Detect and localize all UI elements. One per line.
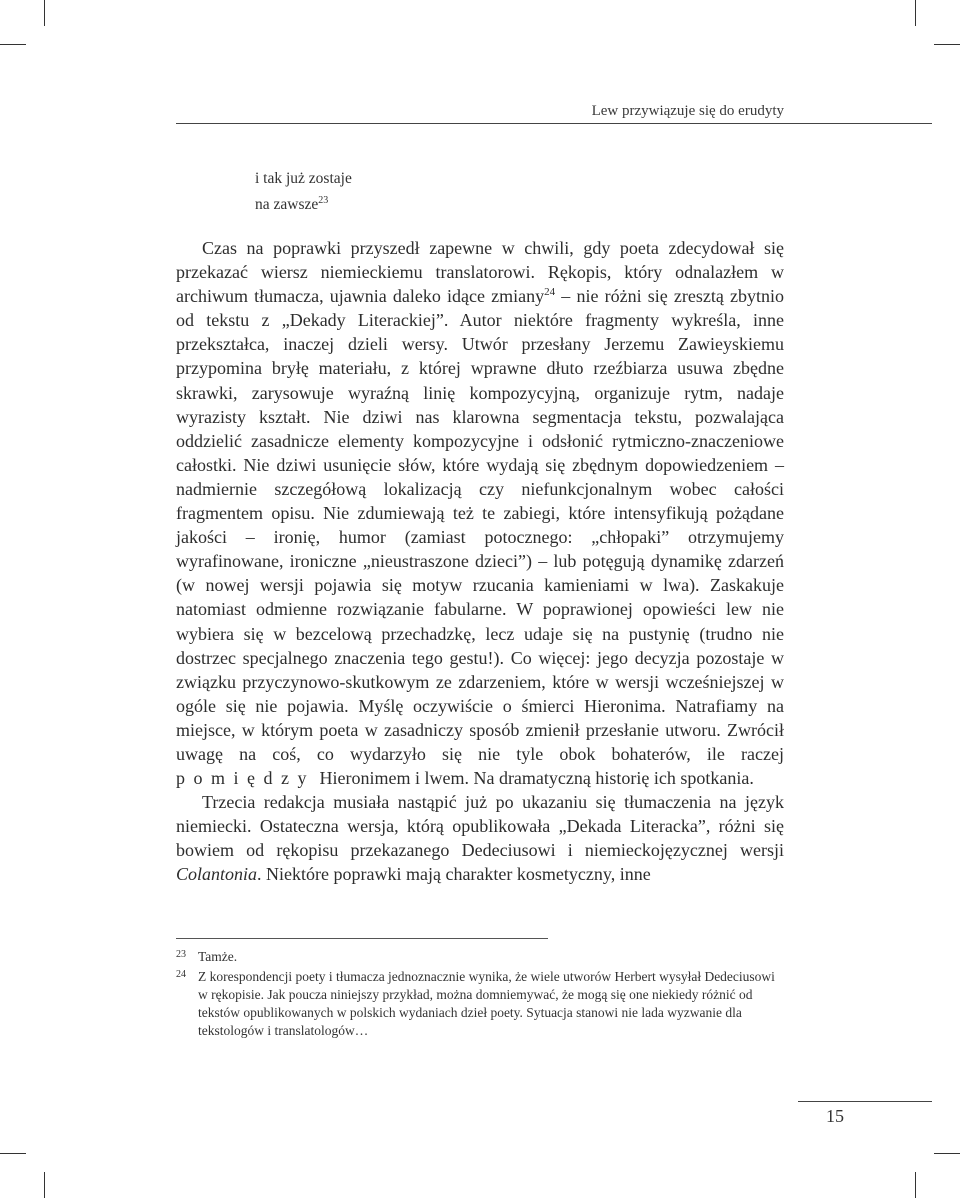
footnote-text: Tamże. <box>198 949 238 964</box>
spaced-word: pomiędzy <box>176 768 315 789</box>
footnotes <box>176 948 784 1042</box>
footnote-number: 24 <box>176 969 186 980</box>
body-text <box>176 236 784 887</box>
footnote-24 <box>176 968 784 1040</box>
footnote-ref-23[interactable]: 23 <box>318 195 329 206</box>
footnote-ref-24[interactable]: 24 <box>544 286 556 299</box>
paragraph-1-part-b: – nie różni się zresztą zbytnio od tekstu z „Dekady Literackiej”. Autor niektóre fragmenty wykreśla, inne przekształca, inaczej dzieli wersy. Utwór przesłany Jerzemu Zawieyskiemu przypomina bryłę materiału, z której wprawne dłuto rzeźbiarza usuwa zbędne skrawki, zarysowuje wyraźną linię kompozycyjną, organizuje rytm, nadaje wyrazisty kształt. Nie dziwi nas klarowna segmentacja tekstu, pozwalająca oddzielić zasadnicze elementy kompozycyjne i odsłonić rytmiczno-znaczeniowe całostki. Nie dziwi usunięcie słów, które wydają się zbędnym dopowiedzeniem – nadmiernie szczegółową lokalizacją czy niefunkcjonalnym wobec całości fragmentem opisu. Nie zdumiewają też te zabiegi, które intensyfikują pożądane jakości – ironię, humor (zamiast potocznego: „chłopaki” otrzymujemy wyrafinowane, ironiczne „nieustraszone dzieci”) – lub potęgują dynamikę zdarzeń (w nowej wersji pojawia się motyw rzucania kamieniami w lwa). Zaskakuje natomiast odmienne rozwiązanie fabularne. W poprawionej opowieści lew nie wybiera się w bezcelową przechadzkę, lecz udaje się na pustynię (trudno nie dostrzec specjalnego znaczenia tego gestu!). Co więcej: jego decyzja pozostaje w związku przyczynowo-skutkowym ze zdarzeniem, które w wersji wcześniejszej w ogóle się nie pojawia. Myślę oczywiście o śmierci Hieronima. Natrafiamy na miejsce, w którym poeta w zasadniczy sposób zmienił przesłanie utworu. Zwrócił uwagę na coś, co wydarzyło się nie tyle obok bohaterów, ile raczej <box>176 286 785 764</box>
header-rule <box>176 123 932 124</box>
verse-line-2-text: na zawsze <box>255 196 319 214</box>
footnote-rule <box>176 938 548 939</box>
page-number-rule <box>798 1101 932 1102</box>
paragraph-2-part-b: . Niektóre poprawki mają charakter kosmetyczny, inne <box>257 864 651 885</box>
footnote-23 <box>176 948 784 966</box>
crop-mark-bottom-right <box>915 1172 916 1198</box>
footnote-number: 23 <box>176 949 186 960</box>
verse-line-1: i tak już zostaje <box>255 170 352 187</box>
italic-title: Colantonia <box>176 864 258 885</box>
footnote-text: Z korespondencji poety i tłumacza jednoznacznie wynika, że wiele utworów Herbert wysyłał Dedeciusowi w rękopisie. Jak poucza niniejszy przykład, można domniemywać, że mogą się one niekiedy różnić od tekstów opublikowanych w polskich wydaniach dzieł poety. Sytuacja stanowi nie lada wyzwanie dla tekstologów i translatologów… <box>198 969 775 1038</box>
verse-quote <box>255 168 352 216</box>
crop-mark-top-left <box>44 0 45 26</box>
crop-mark-left-top <box>0 44 26 45</box>
paragraph-1 <box>176 236 784 790</box>
paragraph-2 <box>176 790 784 886</box>
crop-mark-top-right <box>915 0 916 26</box>
paragraph-1-part-a: Czas na poprawki przyszedł zapewne w chwili, gdy poeta zdecydował się przekazać wiersz niemieckiemu translatorowi. Rękopis, który odnalazłem w archiwum tłumacza, ujawnia daleko idące zmiany <box>176 238 784 307</box>
crop-mark-right-top <box>934 44 960 45</box>
crop-mark-left-bottom <box>0 1153 26 1154</box>
running-head: Lew przywiązuje się do erudyty <box>591 103 784 119</box>
verse-line-2 <box>255 190 352 216</box>
crop-mark-right-bottom <box>934 1153 960 1154</box>
paragraph-1-part-c: Hieronimem i lwem. Na dramatyczną historię ich spotkania. <box>314 768 754 789</box>
paragraph-2-part-a: Trzecia redakcja musiała nastąpić już po ukazaniu się tłumaczenia na język niemiecki. Ostateczna wersja, którą opublikowała „Dekada Literacka”, różni się bowiem od rękopisu przekazanego Dedeciusowi i niemieckojęzycznej wersji <box>176 792 784 861</box>
page-number: 15 <box>826 1106 844 1126</box>
crop-mark-bottom-left <box>44 1172 45 1198</box>
